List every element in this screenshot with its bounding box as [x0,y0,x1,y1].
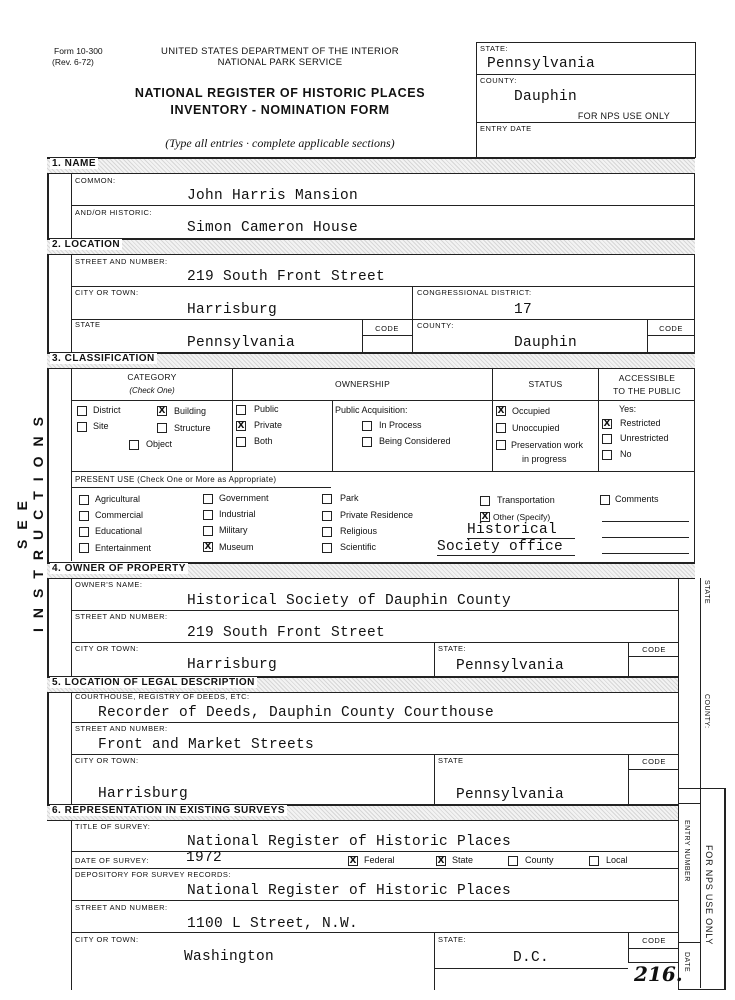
object-label: Object [146,439,173,449]
private-residence-checkbox[interactable] [322,511,332,521]
educational-checkbox[interactable] [79,527,89,537]
survey-date-value: 1972 [186,850,223,866]
courthouse-value: Recorder of Deeds, Dauphin County Courthouse [98,705,495,721]
location-street-value: 219 South Front Street [187,269,386,285]
legal-city-value: Harrisburg [98,786,189,802]
being-considered-checkbox[interactable] [362,437,372,447]
survey-city-value: Washington [184,949,275,965]
entry-number-label: ENTRY NUMBER [683,820,690,882]
public-checkbox[interactable] [236,405,246,415]
structure-checkbox[interactable] [157,423,167,433]
public-acquisition-label: Public Acquisition: [335,405,408,415]
agricultural-label: Agricultural [95,494,141,504]
section-1-title: 1. NAME [52,158,97,169]
military-label: Military [219,525,248,535]
county-code-label: CODE [659,324,683,333]
historic-label: AND/OR HISTORIC: [75,208,153,217]
private-checkbox[interactable]: X [237,421,245,431]
section-3-title: 3. CLASSIFICATION [52,353,155,364]
category-check-one: (Check One) [129,386,175,395]
survey-state-label: STATE: [438,935,467,944]
state-survey-label: State [452,855,474,865]
district-value: 17 [514,302,533,318]
religious-label: Religious [340,526,378,536]
location-city-label: CITY OR TOWN: [75,288,139,297]
legal-street-value: Front and Market Streets [98,737,315,753]
owner-street-label: STREET AND NUMBER: [75,612,168,621]
government-checkbox[interactable] [203,494,213,504]
museum-label: Museum [219,542,254,552]
district-label: CONGRESSIONAL DISTRICT: [417,288,532,297]
park-label: Park [340,493,359,503]
federal-checkbox[interactable]: X [349,856,357,866]
location-county-label: COUNTY: [417,321,454,330]
state-survey-checkbox[interactable]: X [437,856,445,866]
in-process-label: In Process [379,420,422,430]
park-checkbox[interactable] [322,494,332,504]
county-survey-checkbox[interactable] [508,856,518,866]
both-label: Both [254,436,273,446]
preservation-checkbox[interactable] [496,440,506,450]
survey-code-label: CODE [642,936,666,945]
legal-street-label: STREET AND NUMBER: [75,724,168,733]
owner-name-label: OWNER'S NAME: [75,580,143,589]
location-state-value: Pennsylvania [187,335,296,351]
nps-date-label: DATE [683,952,690,973]
access-no-checkbox[interactable] [602,450,612,460]
government-label: Government [219,493,269,503]
legal-city-label: CITY OR TOWN: [75,756,139,765]
accessible-header-1: ACCESSIBLE [618,373,676,383]
side-nps-use-only: FOR NPS USE ONLY [704,845,714,946]
unoccupied-checkbox[interactable] [496,423,506,433]
owner-state-label: STATE: [438,644,467,653]
courthouse-label: COURTHOUSE, REGISTRY OF DEEDS, ETC: [75,692,250,701]
entertainment-label: Entertainment [95,543,152,553]
location-county-value: Dauphin [514,335,578,351]
comments-label: Comments [615,494,659,504]
location-city-value: Harrisburg [187,302,278,318]
access-yes-label: Yes: [619,404,637,414]
object-checkbox[interactable] [129,440,139,450]
section-5-title: 5. LOCATION OF LEGAL DESCRIPTION [52,677,255,688]
department-name: UNITED STATES DEPARTMENT OF THE INTERIOR [161,46,399,57]
federal-label: Federal [364,855,395,865]
museum-checkbox[interactable]: X [204,542,212,552]
state-code-label: CODE [375,324,399,333]
present-use-label: PRESENT USE (Check One or More as Appropriate) [75,475,277,484]
section-6-title: 6. REPRESENTATION IN EXISTING SURVEYS [52,805,285,816]
being-considered-label: Being Considered [379,436,451,446]
unrestricted-label: Unrestricted [620,433,669,443]
in-process-checkbox[interactable] [362,421,372,431]
local-survey-label: Local [606,855,628,865]
comments-checkbox[interactable] [600,495,610,505]
educational-label: Educational [95,526,143,536]
occupied-checkbox[interactable]: X [497,406,505,416]
district-label: District [93,405,121,415]
owner-city-label: CITY OR TOWN: [75,644,139,653]
owner-code-label: CODE [642,645,666,654]
owner-state-value: Pennsylvania [456,658,565,674]
survey-street-value: 1100 L Street, N.W. [187,916,359,932]
legal-state-value: Pennsylvania [456,787,565,803]
top-county-value: Dauphin [514,89,578,105]
restricted-checkbox[interactable]: X [603,419,611,429]
site-checkbox[interactable] [77,422,87,432]
survey-city-label: CITY OR TOWN: [75,935,139,944]
location-street-label: STREET AND NUMBER: [75,257,168,266]
depository-label: DEPOSITORY FOR SURVEY RECORDS: [75,870,232,879]
unrestricted-checkbox[interactable] [602,434,612,444]
other-specify-label: Other (Specify) [493,512,551,522]
other-value-2: Society office [437,539,564,555]
handwritten-page-number: 216. [634,962,683,986]
owner-city-value: Harrisburg [187,657,278,673]
legal-state-label: STATE [438,756,464,765]
ownership-header: OWNERSHIP [334,379,391,389]
military-checkbox[interactable] [203,526,213,536]
survey-date-label: DATE OF SURVEY: [75,856,149,865]
public-label: Public [254,404,279,414]
entertainment-checkbox[interactable] [79,543,89,553]
survey-title-value: National Register of Historic Places [187,834,512,850]
form-subtitle: INVENTORY - NOMINATION FORM [170,103,390,117]
section-4-title: 4. OWNER OF PROPERTY [52,563,186,574]
commercial-checkbox[interactable] [79,511,89,521]
local-survey-checkbox[interactable] [589,856,599,866]
industrial-label: Industrial [219,509,256,519]
status-header: STATUS [528,379,563,389]
form-title: NATIONAL REGISTER OF HISTORIC PLACES [134,86,426,100]
type-instructions: (Type all entries · complete applicable sections) [165,136,395,150]
site-label: Site [93,421,109,431]
margin-county-label: COUNTY: [703,694,710,729]
top-nps-use-only: FOR NPS USE ONLY [577,111,670,121]
owner-street-value: 219 South Front Street [187,625,386,641]
scientific-checkbox[interactable] [322,543,332,553]
district-checkbox[interactable] [77,406,87,416]
survey-state-value: D.C. [513,950,550,966]
form-revision: (Rev. 6-72) [52,57,94,67]
building-checkbox[interactable]: X [158,406,166,416]
margin-state-label: STATE [703,580,710,605]
other-value-1: Historical [467,522,558,538]
category-header: CATEGORY [127,372,177,382]
section-2-title: 2. LOCATION [52,239,121,250]
building-label: Building [174,406,207,416]
religious-checkbox[interactable] [322,527,332,537]
transportation-label: Transportation [497,495,555,505]
preservation-label-2: in progress [522,454,567,464]
form-number: Form 10-300 [54,46,103,56]
top-county-label: COUNTY: [480,76,517,85]
depository-value: National Register of Historic Places [187,883,512,899]
transportation-checkbox[interactable] [480,496,490,506]
private-residence-label: Private Residence [340,510,414,520]
location-state-label: STATE [75,320,101,329]
preservation-label-1: Preservation work [511,440,584,450]
accessible-header-2: TO THE PUBLIC [613,386,681,396]
scientific-label: Scientific [340,542,377,552]
private-label: Private [254,420,283,430]
county-survey-label: County [525,855,554,865]
service-name: NATIONAL PARK SERVICE [217,57,343,68]
structure-label: Structure [174,423,211,433]
common-name-value: John Harris Mansion [187,188,359,204]
legal-code-label: CODE [642,757,666,766]
occupied-label: Occupied [512,406,551,416]
historic-name-value: Simon Cameron House [187,220,359,236]
restricted-label: Restricted [620,418,661,428]
see-instructions-margin: SEE INSTRUCTIONS [14,407,46,633]
common-label: COMMON: [75,176,116,185]
top-state-label: STATE: [480,44,509,53]
survey-title-label: TITLE OF SURVEY: [75,822,151,831]
industrial-checkbox[interactable] [203,510,213,520]
survey-street-label: STREET AND NUMBER: [75,903,168,912]
access-no-label: No [620,449,632,459]
agricultural-checkbox[interactable] [79,495,89,505]
entry-date-label: ENTRY DATE [480,124,532,133]
owner-name-value: Historical Society of Dauphin County [187,593,512,609]
both-checkbox[interactable] [236,437,246,447]
commercial-label: Commercial [95,510,144,520]
unoccupied-label: Unoccupied [512,423,560,433]
other-checkbox[interactable]: X [481,512,489,522]
top-state-value: Pennsylvania [487,56,596,72]
